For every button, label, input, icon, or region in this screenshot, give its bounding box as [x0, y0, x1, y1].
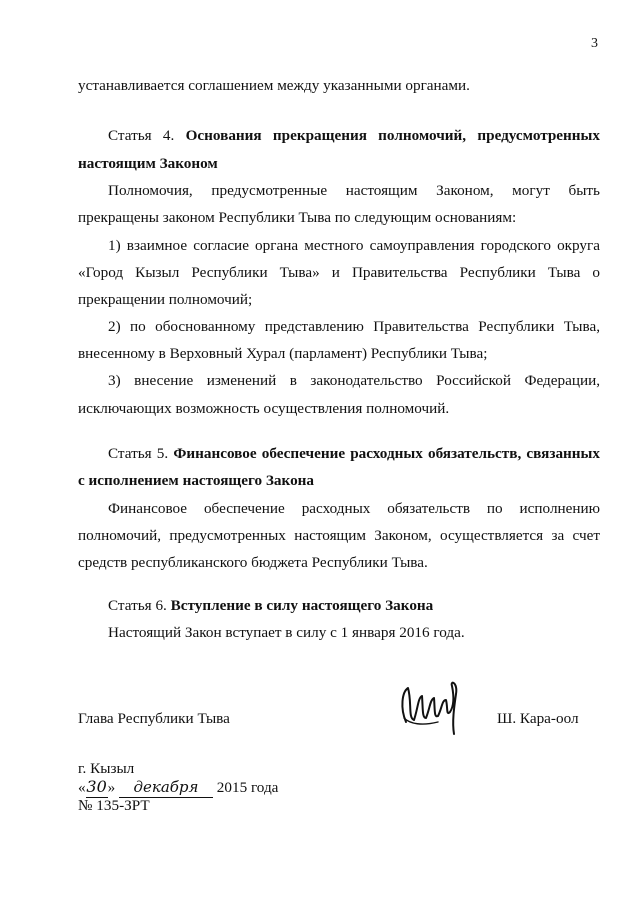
article-4-title: Основания прекращения полномочий, предусмотренных [185, 127, 600, 144]
law-number: № 135-ЗРТ [78, 797, 150, 814]
article-5-title-cont [78, 472, 600, 490]
handwritten-signature [392, 678, 470, 740]
date-close-quote: » [107, 779, 116, 796]
list-item-3-cont: исключающих возможность осуществления полномочий. [78, 400, 450, 417]
date-line [78, 777, 278, 798]
paragraph-line: средств республиканского бюджета Республики Тыва. [78, 554, 428, 571]
article-4-title-line2: настоящим Законом [78, 155, 218, 172]
list-item-1: 1) взаимное согласие органа местного самоуправления городского округа [108, 237, 600, 254]
article-5-title: Финансовое обеспечение расходных обязательств, связанных [173, 445, 601, 462]
article-6-prefix: Статья 6. [108, 597, 167, 614]
date-month: декабря [119, 777, 213, 798]
list-item-3: 3) внесение изменений в законодательство Российской Федерации, [108, 372, 600, 389]
paragraph-line: Полномочия, предусмотренные настоящим Законом, могут быть [108, 182, 600, 199]
date-open-quote: « [78, 779, 86, 796]
paragraph-line: Настоящий Закон вступает в силу с 1 января 2016 года. [108, 624, 465, 641]
signatory-name: Ш. Кара-оол [497, 710, 579, 727]
list-item-1-cont: «Город Кызыл Республики Тыва» и Правительства Республики Тыва о [78, 264, 600, 281]
paragraph-line: полномочий, предусмотренных настоящим Законом, осуществляется за счет [78, 527, 600, 544]
signatory-position: Глава Республики Тыва [78, 710, 230, 727]
date-year: 2015 года [216, 779, 279, 796]
list-item-2-cont: внесенному в Верховный Хурал (парламент) Республики Тыва; [78, 345, 488, 362]
article-5-title-line2: с исполнением настоящего Закона [78, 472, 315, 489]
article-4-heading [108, 127, 600, 145]
paragraph-line: Финансовое обеспечение расходных обязательств по исполнению [108, 500, 600, 517]
article-4-title-cont [78, 155, 600, 173]
article-6-title: Вступление в силу настоящего Закона [170, 597, 434, 614]
article-6-heading [108, 597, 600, 615]
article-4-prefix: Статья 4. [108, 127, 175, 144]
list-item-2: 2) по обоснованному представлению Правительства Республики Тыва, [108, 318, 600, 335]
article-5-prefix: Статья 5. [108, 445, 169, 462]
date-day: 30 [86, 777, 107, 796]
article-5-heading [108, 445, 600, 463]
city-line: г. Кызыл [78, 760, 135, 777]
page-number: 3 [591, 36, 598, 51]
paragraph-line: прекращены законом Республики Тыва по следующим основаниям: [78, 209, 517, 226]
continuation-line: устанавливается соглашением между указанными органами. [78, 77, 470, 94]
list-item-1-cont: прекращении полномочий; [78, 291, 253, 308]
